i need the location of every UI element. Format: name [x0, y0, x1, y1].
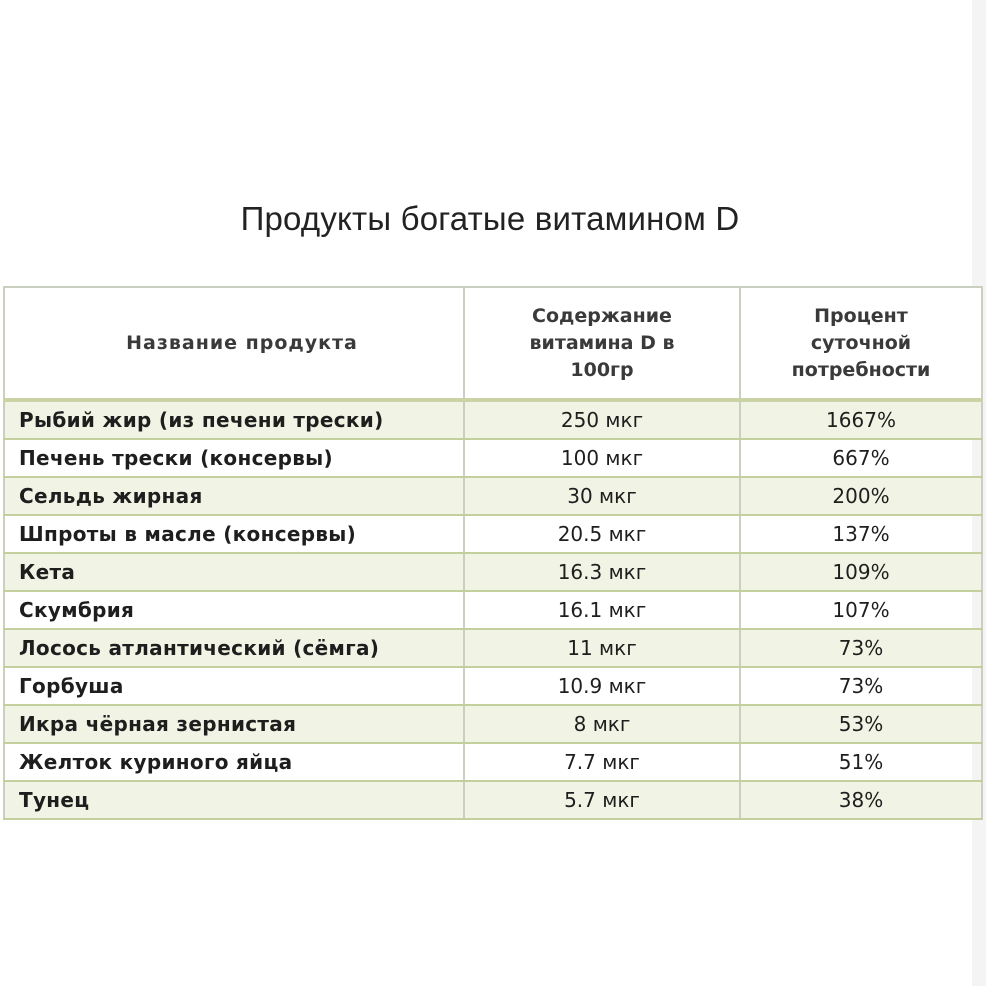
table-row	[4, 515, 982, 553]
table-row	[4, 439, 982, 477]
daily-percent-cell: 51%	[740, 743, 982, 781]
daily-percent-cell: 73%	[740, 667, 982, 705]
header-daily-percent	[740, 287, 982, 400]
table-row	[4, 743, 982, 781]
daily-percent-cell: 109%	[740, 553, 982, 591]
product-name-cell: Горбуша	[4, 667, 464, 705]
vitamin-amount-cell: 16.1 мкг	[464, 591, 740, 629]
product-name-cell: Желток куриного яйца	[4, 743, 464, 781]
page-title: Продукты богатые витамином D	[240, 200, 740, 237]
product-name-cell: Рыбий жир (из печени трески)	[4, 400, 464, 439]
product-name-cell: Тунец	[4, 781, 464, 819]
header-vitamin-content	[464, 287, 740, 400]
product-name-cell: Печень трески (консервы)	[4, 439, 464, 477]
daily-percent-cell: 38%	[740, 781, 982, 819]
header-daily-percent-line: суточной	[810, 331, 912, 354]
table-row	[4, 629, 982, 667]
table-row	[4, 591, 982, 629]
daily-percent-cell: 200%	[740, 477, 982, 515]
vitamin-amount-cell: 250 мкг	[464, 400, 740, 439]
product-name-cell: Кета	[4, 553, 464, 591]
vitamin-amount-cell: 7.7 мкг	[464, 743, 740, 781]
product-name-cell: Сельдь жирная	[4, 477, 464, 515]
table-row	[4, 667, 982, 705]
header-daily-percent-line: потребности	[791, 358, 931, 381]
daily-percent-cell: 667%	[740, 439, 982, 477]
table-row	[4, 781, 982, 819]
vitamin-d-table	[3, 286, 983, 820]
daily-percent-cell: 53%	[740, 705, 982, 743]
header-vitamin-content-line: 100гр	[570, 358, 634, 381]
header-product-name: Название продукта	[4, 287, 464, 400]
vitamin-amount-cell: 5.7 мкг	[464, 781, 740, 819]
vitamin-amount-cell: 100 мкг	[464, 439, 740, 477]
vitamin-amount-cell: 10.9 мкг	[464, 667, 740, 705]
product-name-cell: Икра чёрная зернистая	[4, 705, 464, 743]
header-daily-percent-line: Процент	[814, 304, 908, 327]
header-vitamin-content-line: витамина D в	[529, 331, 675, 354]
daily-percent-cell: 137%	[740, 515, 982, 553]
table-row	[4, 477, 982, 515]
table-row	[4, 553, 982, 591]
vitamin-amount-cell: 20.5 мкг	[464, 515, 740, 553]
product-name-cell: Шпроты в масле (консервы)	[4, 515, 464, 553]
daily-percent-cell: 107%	[740, 591, 982, 629]
vitamin-amount-cell: 30 мкг	[464, 477, 740, 515]
table-row	[4, 705, 982, 743]
vitamin-amount-cell: 16.3 мкг	[464, 553, 740, 591]
vitamin-amount-cell: 11 мкг	[464, 629, 740, 667]
vitamin-amount-cell: 8 мкг	[464, 705, 740, 743]
product-name-cell: Скумбрия	[4, 591, 464, 629]
daily-percent-cell: 73%	[740, 629, 982, 667]
daily-percent-cell: 1667%	[740, 400, 982, 439]
table-row	[4, 400, 982, 439]
header-vitamin-content-line: Содержание	[532, 304, 672, 327]
product-name-cell: Лосось атлантический (сёмга)	[4, 629, 464, 667]
table-header-row	[4, 287, 982, 400]
